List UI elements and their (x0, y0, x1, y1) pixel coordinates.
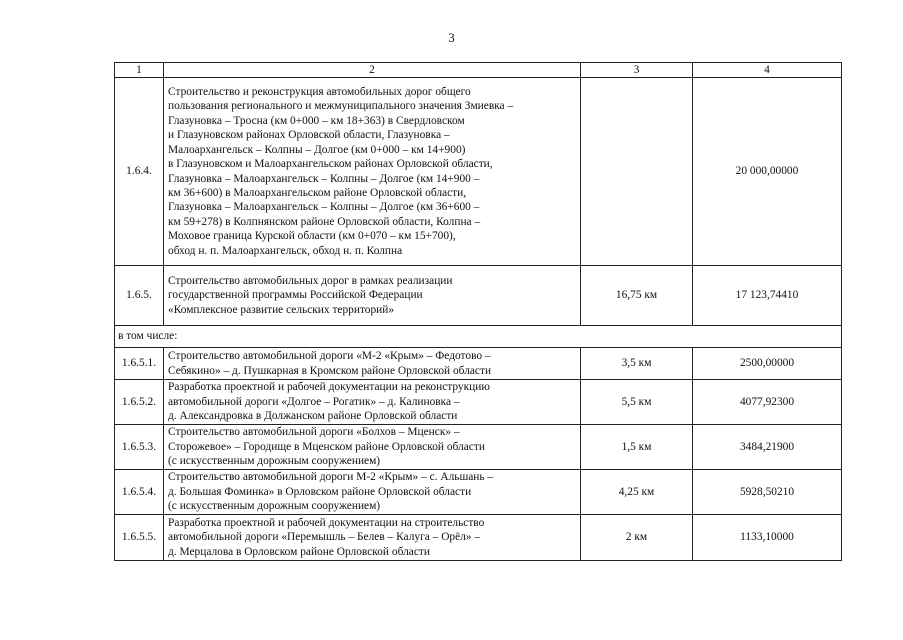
item-description (164, 515, 581, 561)
description-line: Строительство и реконструкция автомобильных дорог общего (168, 86, 471, 99)
item-description (164, 348, 581, 380)
item-number: 1.6.5. (115, 266, 164, 326)
description-line: государственной программы Российской Федерации (168, 289, 423, 302)
description-line: обход н. п. Малоархангельск, обход н. п. Колпна (168, 244, 403, 257)
header-cell: 4 (693, 63, 842, 78)
item-length: 4,25 км (581, 470, 693, 515)
description-line: автомобильной дороги «Долгое – Рогатик» – д. Калиновка – (168, 395, 460, 408)
table-row (115, 425, 842, 470)
item-amount: 2500,00000 (693, 348, 842, 380)
table-row (115, 380, 842, 425)
item-number: 1.6.4. (115, 78, 164, 266)
description-line: пользования регионального и межмуниципального значения Змиевка – (168, 100, 514, 113)
description-line: Строительство автомобильной дороги «М-2 «Крым» – Федотово – (168, 350, 491, 363)
item-description (164, 78, 581, 266)
item-number: 1.6.5.1. (115, 348, 164, 380)
description-line: автомобильной дороги «Перемышль – Белев – Калуга – Орёл» – (168, 531, 481, 544)
description-line: (с искусственным дорожным сооружением) (168, 500, 381, 513)
item-amount: 20 000,00000 (693, 78, 842, 266)
description-line: Строительство автомобильных дорог в рамках реализации (168, 274, 453, 287)
description-line: Разработка проектной и рабочей документации на строительство (168, 516, 485, 529)
description-line: Разработка проектной и рабочей документации на реконструкцию (168, 381, 490, 394)
item-amount: 4077,92300 (693, 380, 842, 425)
item-length: 2 км (581, 515, 693, 561)
description-line: Глазуновка – Малоархангельск – Колпны – Долгое (км 14+900 – (168, 172, 480, 185)
description-line: Моховое граница Курской области (км 0+070 – км 15+700), (168, 230, 456, 243)
item-amount: 17 123,74410 (693, 266, 842, 326)
item-length: 1,5 км (581, 425, 693, 470)
description-line: Сторожевое» – Городище в Мценском районе Орловской области (168, 440, 485, 453)
item-amount: 5928,50210 (693, 470, 842, 515)
table-row (115, 348, 842, 380)
header-cell: 3 (581, 63, 693, 78)
description-line: д. Александровка в Должанском районе Орловской области (168, 410, 458, 423)
item-description (164, 425, 581, 470)
item-length: 16,75 км (581, 266, 693, 326)
item-description (164, 380, 581, 425)
item-length: 5,5 км (581, 380, 693, 425)
description-line: и Глазуновском районах Орловской области, Глазуновка – (168, 129, 450, 142)
table-row (115, 515, 842, 561)
description-line: км 36+600) в Малоархангельском районе Орловской области, (168, 186, 467, 199)
item-length (581, 78, 693, 266)
description-line: в Глазуновском и Малоархангельском районах Орловской области, (168, 158, 493, 171)
section-row (115, 326, 842, 348)
item-amount: 3484,21900 (693, 425, 842, 470)
item-number: 1.6.5.2. (115, 380, 164, 425)
description-line: д. Мерцалова в Орловском районе Орловской области (168, 545, 430, 558)
description-line: Глазуновка – Малоархангельск – Колпны – Долгое (км 36+600 – (168, 201, 480, 214)
item-number: 1.6.5.3. (115, 425, 164, 470)
description-line: Строительство автомобильной дороги М-2 «Крым» – с. Альшань – (168, 471, 494, 484)
description-line: Строительство автомобильной дороги «Болхов – Мценск» – (168, 426, 460, 439)
road-works-table (114, 62, 842, 561)
table-row (115, 78, 842, 266)
item-amount: 1133,10000 (693, 515, 842, 561)
item-length: 3,5 км (581, 348, 693, 380)
item-number: 1.6.5.4. (115, 470, 164, 515)
description-line: Глазуновка – Тросна (км 0+000 – км 18+363) в Свердловском (168, 114, 465, 127)
item-description (164, 470, 581, 515)
description-line: «Комплексное развитие сельских территорий» (168, 303, 395, 316)
description-line: (с искусственным дорожным сооружением) (168, 455, 381, 468)
item-number: 1.6.5.5. (115, 515, 164, 561)
description-line: Малоархангельск – Колпны – Долгое (км 0+000 – км 14+900) (168, 143, 466, 156)
header-row (115, 63, 842, 78)
description-line: км 59+278) в Колпнянском районе Орловской области, Колпна – (168, 215, 481, 228)
section-label: в том числе: (115, 326, 842, 348)
header-cell: 1 (115, 63, 164, 78)
header-cell: 2 (164, 63, 581, 78)
description-line: д. Большая Фоминка» в Орловском районе Орловской области (168, 485, 472, 498)
item-description (164, 266, 581, 326)
table-row (115, 266, 842, 326)
description-line: Себякино» – д. Пушкарная в Кромском районе Орловской области (168, 364, 492, 377)
table-row (115, 470, 842, 515)
page-number: 3 (448, 30, 455, 45)
